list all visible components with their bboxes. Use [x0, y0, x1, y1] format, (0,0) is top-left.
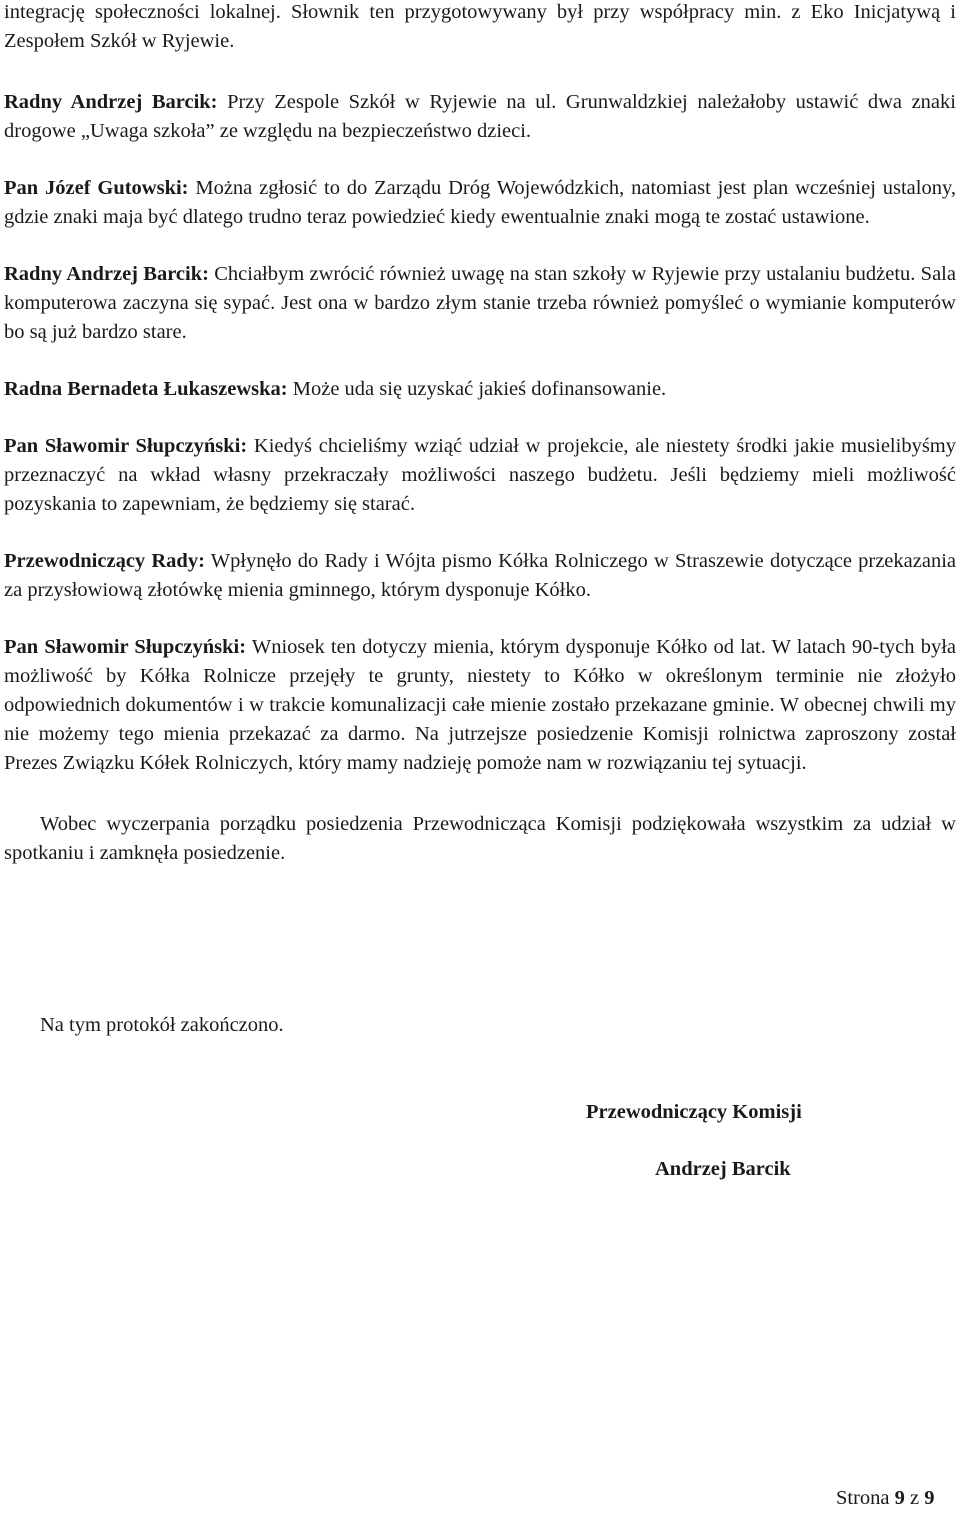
signature-title: Przewodniczący Komisji: [586, 1101, 802, 1123]
speaker-name: Pan Józef Gutowski:: [4, 177, 189, 199]
paragraph-intro-continuation: [4, 0, 956, 56]
footer-label: Strona: [836, 1487, 890, 1509]
paragraph-barcik-school: [4, 260, 956, 347]
paragraph-barcik-signs: [4, 88, 956, 146]
paragraph-przewodniczacy-rady: [4, 547, 956, 605]
footer-page: 9: [894, 1487, 905, 1509]
paragraph-text: Chciałbym zwrócić również uwagę na stan szkoły w Ryjewie przy ustalaniu budżetu. Sala komputerowa zaczyna się sypać. Jest ona w bardzo złym stanie trzeba również pomyśleć o wymianie komputerów bo są już bardzo stare.: [4, 263, 956, 343]
paragraph-text: integrację społeczności lokalnej. Słownik ten przygotowywany był przy współpracy min. z Eko Inicjatywą i Zespołem Szkół w Ryjewie.: [4, 1, 956, 52]
speaker-name: Radny Andrzej Barcik:: [4, 91, 218, 113]
footer-total: 9: [924, 1487, 935, 1509]
paragraph-text: Może uda się uzyskać jakieś dofinansowanie.: [287, 378, 667, 400]
paragraph-lukaszewska: [4, 375, 956, 404]
paragraph-slupczynski-project: [4, 432, 956, 519]
end-note: Na tym protokół zakończono.: [40, 1014, 284, 1036]
speaker-name: Radny Andrzej Barcik:: [4, 263, 209, 285]
closing-statement: Wobec wyczerpania porządku posiedzenia Przewodnicząca Komisji podziękowała wszystkim za udział w spotkaniu i zamknęła posiedzenie.: [4, 813, 956, 864]
paragraph-text: Kiedyś chcieliśmy wziąć udział w projekcie, ale niestety środki jakie musielibyśmy przeznaczyć na wkład własny przekraczały możliwości naszego budżetu. Jeśli będziemy mieli możliwość pozyskania to zapewniam, że będziemy się starać.: [4, 435, 956, 515]
paragraph-text: Przy Zespole Szkół w Ryjewie na ul. Grunwaldzkiej należałoby ustawić dwa znaki drogowe „Uwaga szkoła” ze względu na bezpieczeństwo dzieci.: [4, 91, 956, 142]
paragraph-gutowski: [4, 174, 956, 232]
signature-name: Andrzej Barcik: [655, 1158, 791, 1180]
paragraph-text: Można zgłosić to do Zarządu Dróg Wojewódzkich, natomiast jest plan wcześniej ustalony, gdzie znaki maja być dlatego trudno teraz powiedzieć kiedy ewentualnie znaki mogą te zostać ustawione.: [4, 177, 956, 228]
paragraph-text: Wniosek ten dotyczy mienia, którym dysponuje Kółko od lat. W latach 90-tych była możliwość by Kółka Rolnicze przejęły te grunty, niestety to Kółko w określonym terminie nie złożyło odpowiednich dokumentów i w trakcie komunalizacji całe mienie zostało przekazane gminie. W obecnej chwili my nie możemy tego mienia przekazać za darmo. Na jutrzejsze posiedzenie Komisji rolnictwa zaproszony został Prezes Związku Kółek Rolniczych, który mamy nadzieję pomoże nam w rozwiązaniu tej sytuacji.: [4, 636, 956, 774]
speaker-name: Pan Sławomir Słupczyński:: [4, 636, 247, 658]
speaker-name: Pan Sławomir Słupczyński:: [4, 435, 248, 457]
speaker-name: Przewodniczący Rady:: [4, 550, 205, 572]
speaker-name: Radna Bernadeta Łukaszewska:: [4, 378, 288, 400]
paragraph-slupczynski-kolko: [4, 633, 956, 778]
document-page: [4, 0, 956, 868]
footer-sep: z: [910, 1487, 920, 1509]
paragraph-text: Wpłynęło do Rady i Wójta pismo Kółka Rolniczego w Straszewie dotyczące przekazania za przysłowiową złotówkę mienia gminnego, którym dysponuje Kółko.: [4, 550, 956, 601]
